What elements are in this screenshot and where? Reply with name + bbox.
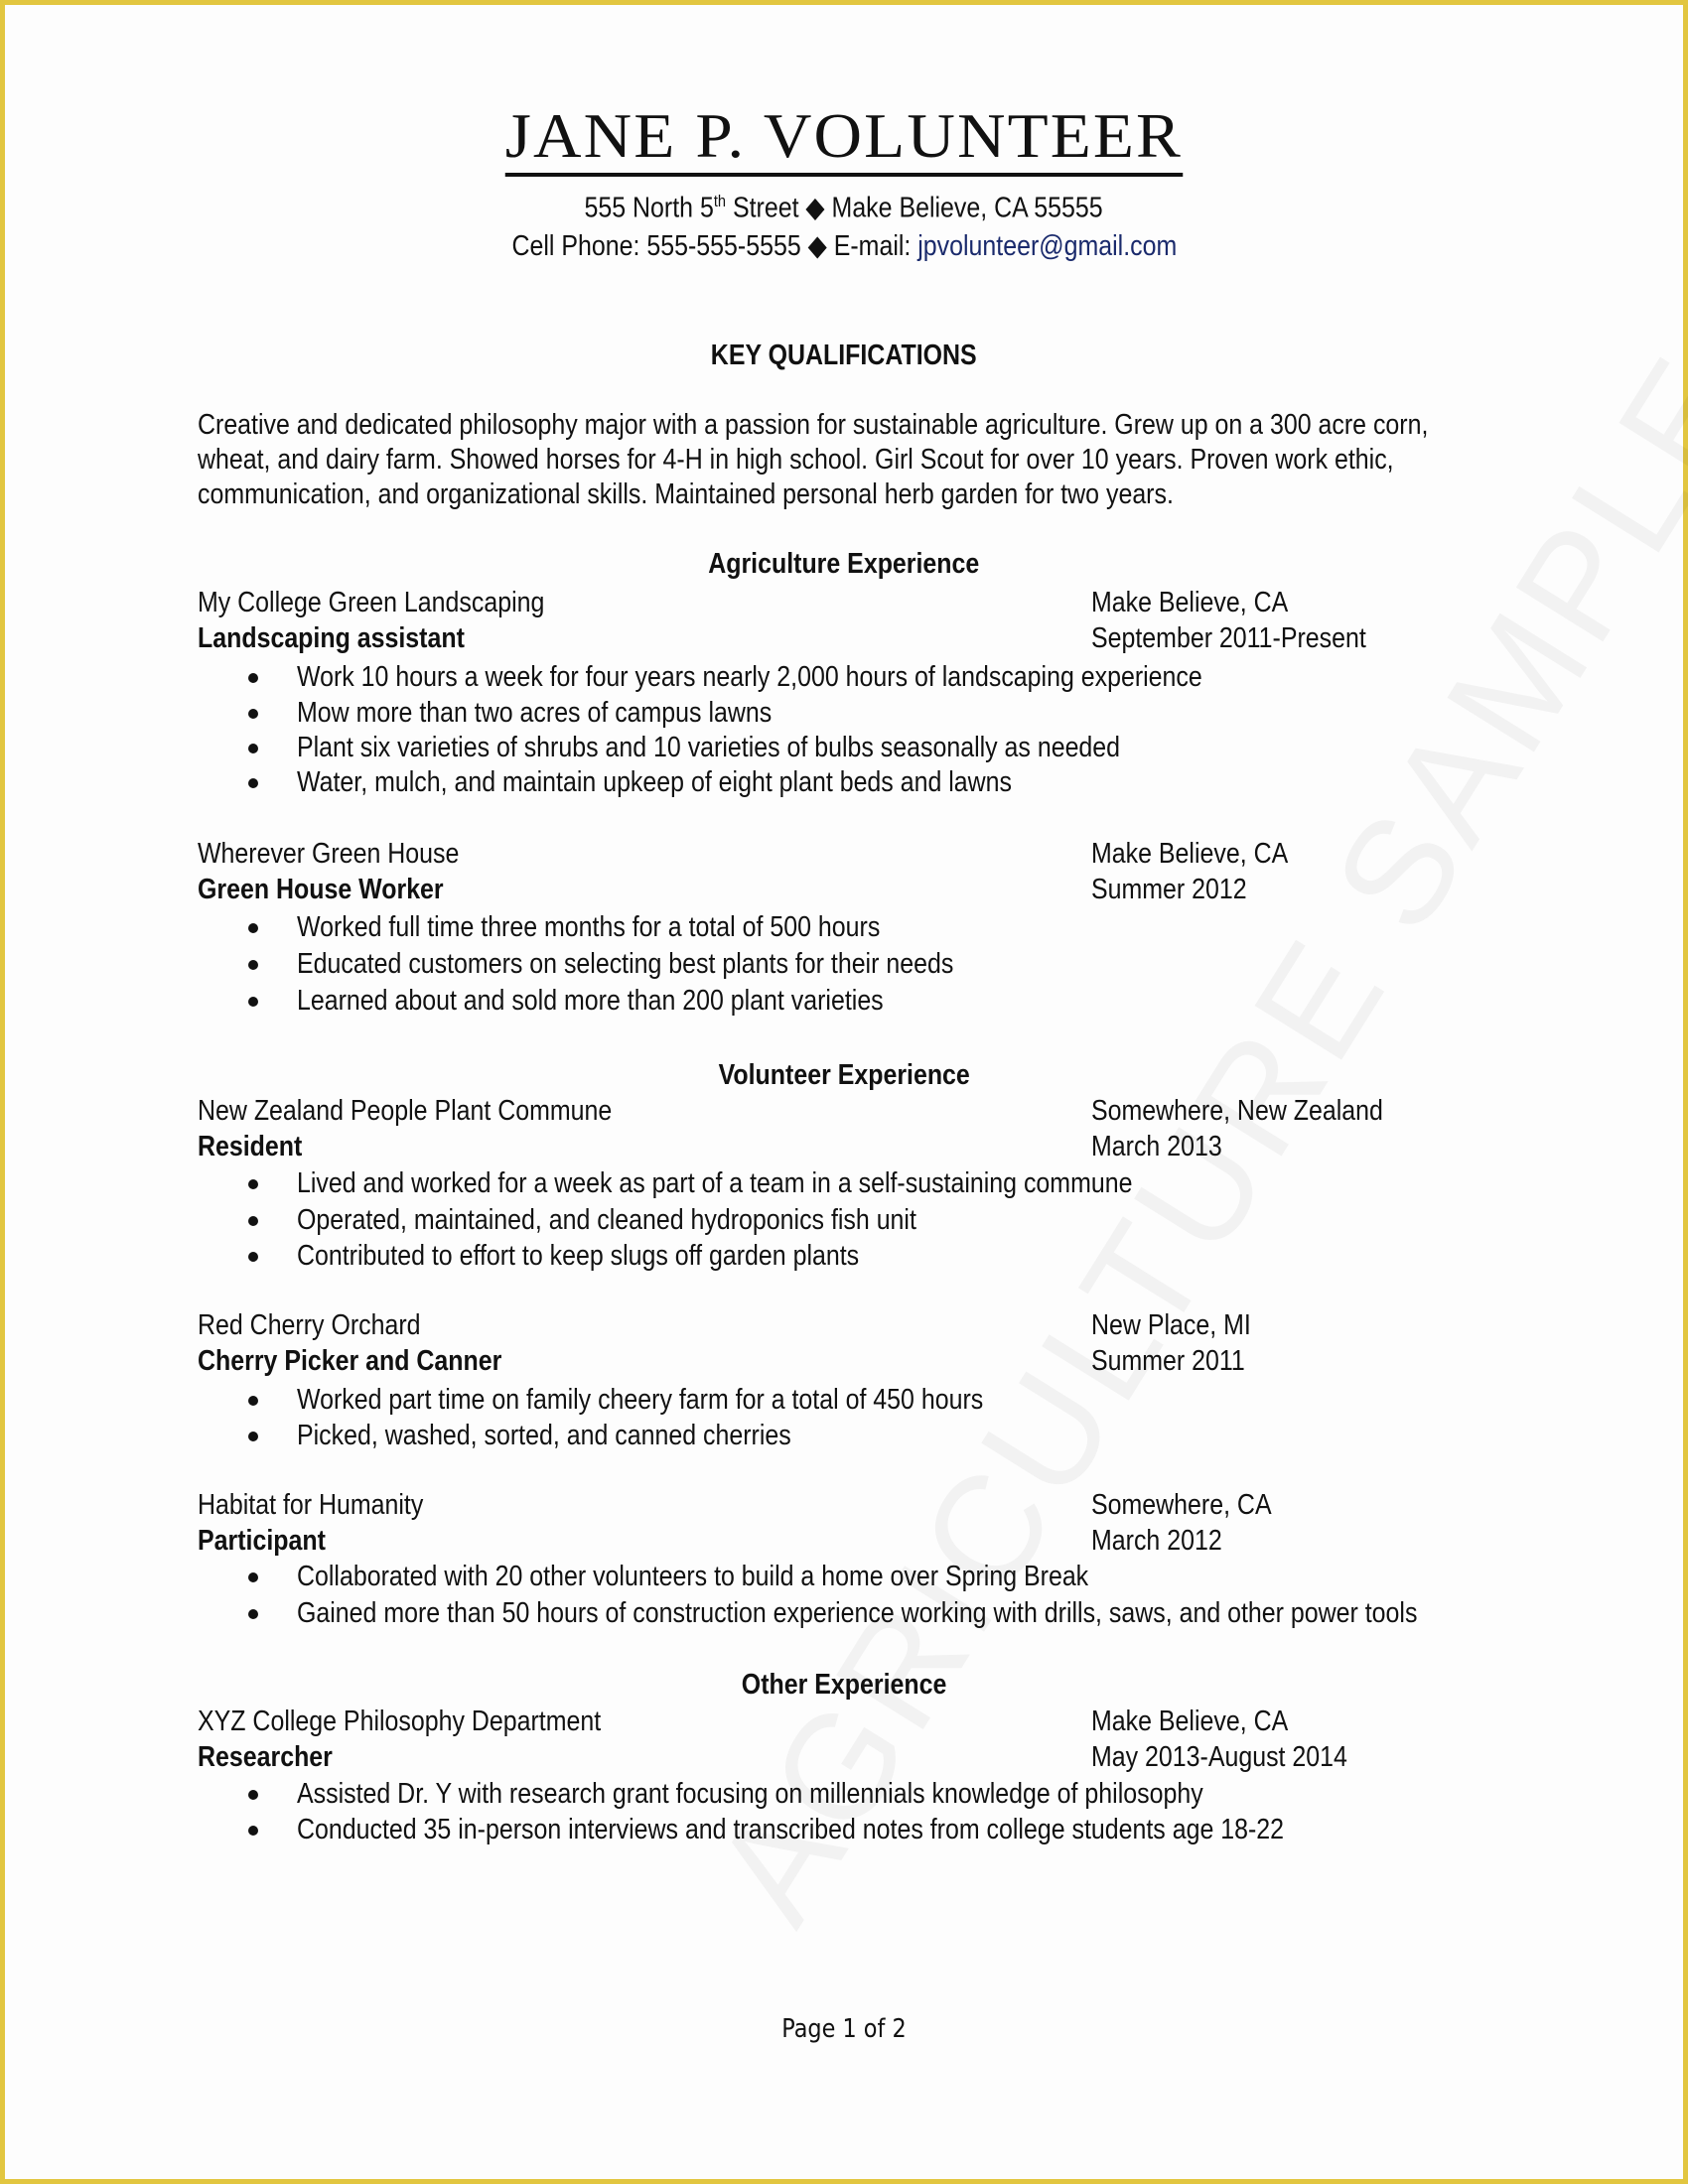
job-date: May 2013-August 2014	[1091, 1741, 1347, 1773]
bullet-item: Conducted 35 in-person interviews and transcribed notes from college students age 18-22	[297, 1814, 1285, 1845]
bullet-icon	[248, 1790, 258, 1800]
bullet-item: Contributed to effort to keep slugs off garden plants	[297, 1240, 860, 1272]
qualifications-line: wheat, and dairy farm. Showed horses for 4-H in high school. Girl Scout for over 10 years. Proven work ethic,	[198, 444, 1394, 476]
page-number: Page 1 of 2	[781, 2014, 907, 2044]
job-date: September 2011-Present	[1091, 622, 1366, 654]
job-organization: Red Cherry Orchard	[198, 1309, 421, 1341]
bullet-icon	[248, 778, 258, 788]
bullet-icon	[248, 709, 258, 719]
job-organization: XYZ College Philosophy Department	[198, 1706, 602, 1737]
bullet-icon	[248, 1252, 258, 1262]
job-location: Make Believe, CA	[1091, 838, 1289, 870]
resume-name	[0, 99, 1688, 177]
bullet-icon	[248, 1432, 258, 1441]
bullet-item: Worked full time three months for a total of 500 hours	[297, 911, 881, 943]
job-organization: Habitat for Humanity	[198, 1489, 424, 1521]
section-title: Other Experience	[741, 1669, 947, 1701]
job-location: Somewhere, New Zealand	[1091, 1095, 1383, 1127]
bullet-icon	[248, 1609, 258, 1619]
email-link[interactable]: jpvolunteer@gmail.com	[916, 230, 1177, 262]
bullet-item: Collaborated with 20 other volunteers to build a home over Spring Break	[297, 1561, 1089, 1592]
job-role: Cherry Picker and Canner	[198, 1345, 502, 1377]
address-part: 555 North 5	[584, 192, 715, 224]
job-date: Summer 2012	[1091, 874, 1247, 905]
job-date: March 2012	[1091, 1525, 1222, 1557]
qualifications-line: Creative and dedicated philosophy major with a passion for sustainable agriculture. Grew up on a 300 acre corn,	[198, 409, 1429, 441]
bullet-item: Assisted Dr. Y with research grant focusing on millennials knowledge of philosophy	[297, 1778, 1203, 1810]
bullet-item: Mow more than two acres of campus lawns	[297, 697, 773, 729]
job-role: Resident	[198, 1131, 303, 1162]
bullet-icon	[248, 1396, 258, 1406]
address-part: Street ◆ Make Believe, CA 55555	[726, 192, 1104, 224]
bullet-item: Learned about and sold more than 200 plant varieties	[297, 985, 884, 1017]
job-location: Make Believe, CA	[1091, 1706, 1289, 1737]
phone: Cell Phone: 555-555-5555 ◆ E-mail:	[511, 230, 917, 262]
bullet-item: Plant six varieties of shrubs and 10 varieties of bulbs seasonally as needed	[297, 732, 1121, 763]
job-location: Make Believe, CA	[1091, 587, 1289, 618]
bullet-item: Lived and worked for a week as part of a team in a self-sustaining commune	[297, 1167, 1133, 1199]
bullet-icon	[248, 1216, 258, 1226]
qualifications-title: KEY QUALIFICATIONS	[711, 340, 977, 371]
bullet-icon	[248, 997, 258, 1007]
bullet-item: Gained more than 50 hours of construction experience working with drills, saws, and other power tools	[297, 1597, 1418, 1629]
qualifications-line: communication, and organizational skills. Maintained personal herb garden for two years.	[198, 478, 1174, 510]
address-line	[0, 184, 1688, 224]
bullet-icon	[248, 923, 258, 933]
job-organization: My College Green Landscaping	[198, 587, 545, 618]
job-role: Landscaping assistant	[198, 622, 465, 654]
job-date: March 2013	[1091, 1131, 1222, 1162]
bullet-item: Operated, maintained, and cleaned hydroponics fish unit	[297, 1204, 916, 1236]
job-organization: New Zealand People Plant Commune	[198, 1095, 613, 1127]
bullet-icon	[248, 1572, 258, 1582]
bullet-icon	[248, 744, 258, 753]
bullet-item: Work 10 hours a week for four years nearly 2,000 hours of landscaping experience	[297, 661, 1202, 693]
bullet-item: Worked part time on family cheery farm for a total of 450 hours	[297, 1384, 984, 1416]
section-title: Volunteer Experience	[718, 1059, 970, 1091]
job-role: Participant	[198, 1525, 326, 1557]
bullet-icon	[248, 1179, 258, 1189]
bullet-icon	[248, 673, 258, 683]
job-organization: Wherever Green House	[198, 838, 460, 870]
address-sup: th	[714, 192, 727, 210]
bullet-item: Water, mulch, and maintain upkeep of eight plant beds and lawns	[297, 766, 1013, 798]
bullet-icon	[248, 960, 258, 970]
bullet-item: Picked, washed, sorted, and canned cherries	[297, 1420, 791, 1451]
bullet-item: Educated customers on selecting best plants for their needs	[297, 948, 954, 980]
job-location: New Place, MI	[1091, 1309, 1251, 1341]
section-title: Agriculture Experience	[708, 548, 980, 580]
job-location: Somewhere, CA	[1091, 1489, 1272, 1521]
job-date: Summer 2011	[1091, 1345, 1245, 1377]
job-role: Green House Worker	[198, 874, 444, 905]
contact-line	[0, 228, 1688, 264]
job-role: Researcher	[198, 1741, 333, 1773]
bullet-icon	[248, 1826, 258, 1836]
name-text: JANE P. VOLUNTEER	[505, 99, 1183, 177]
